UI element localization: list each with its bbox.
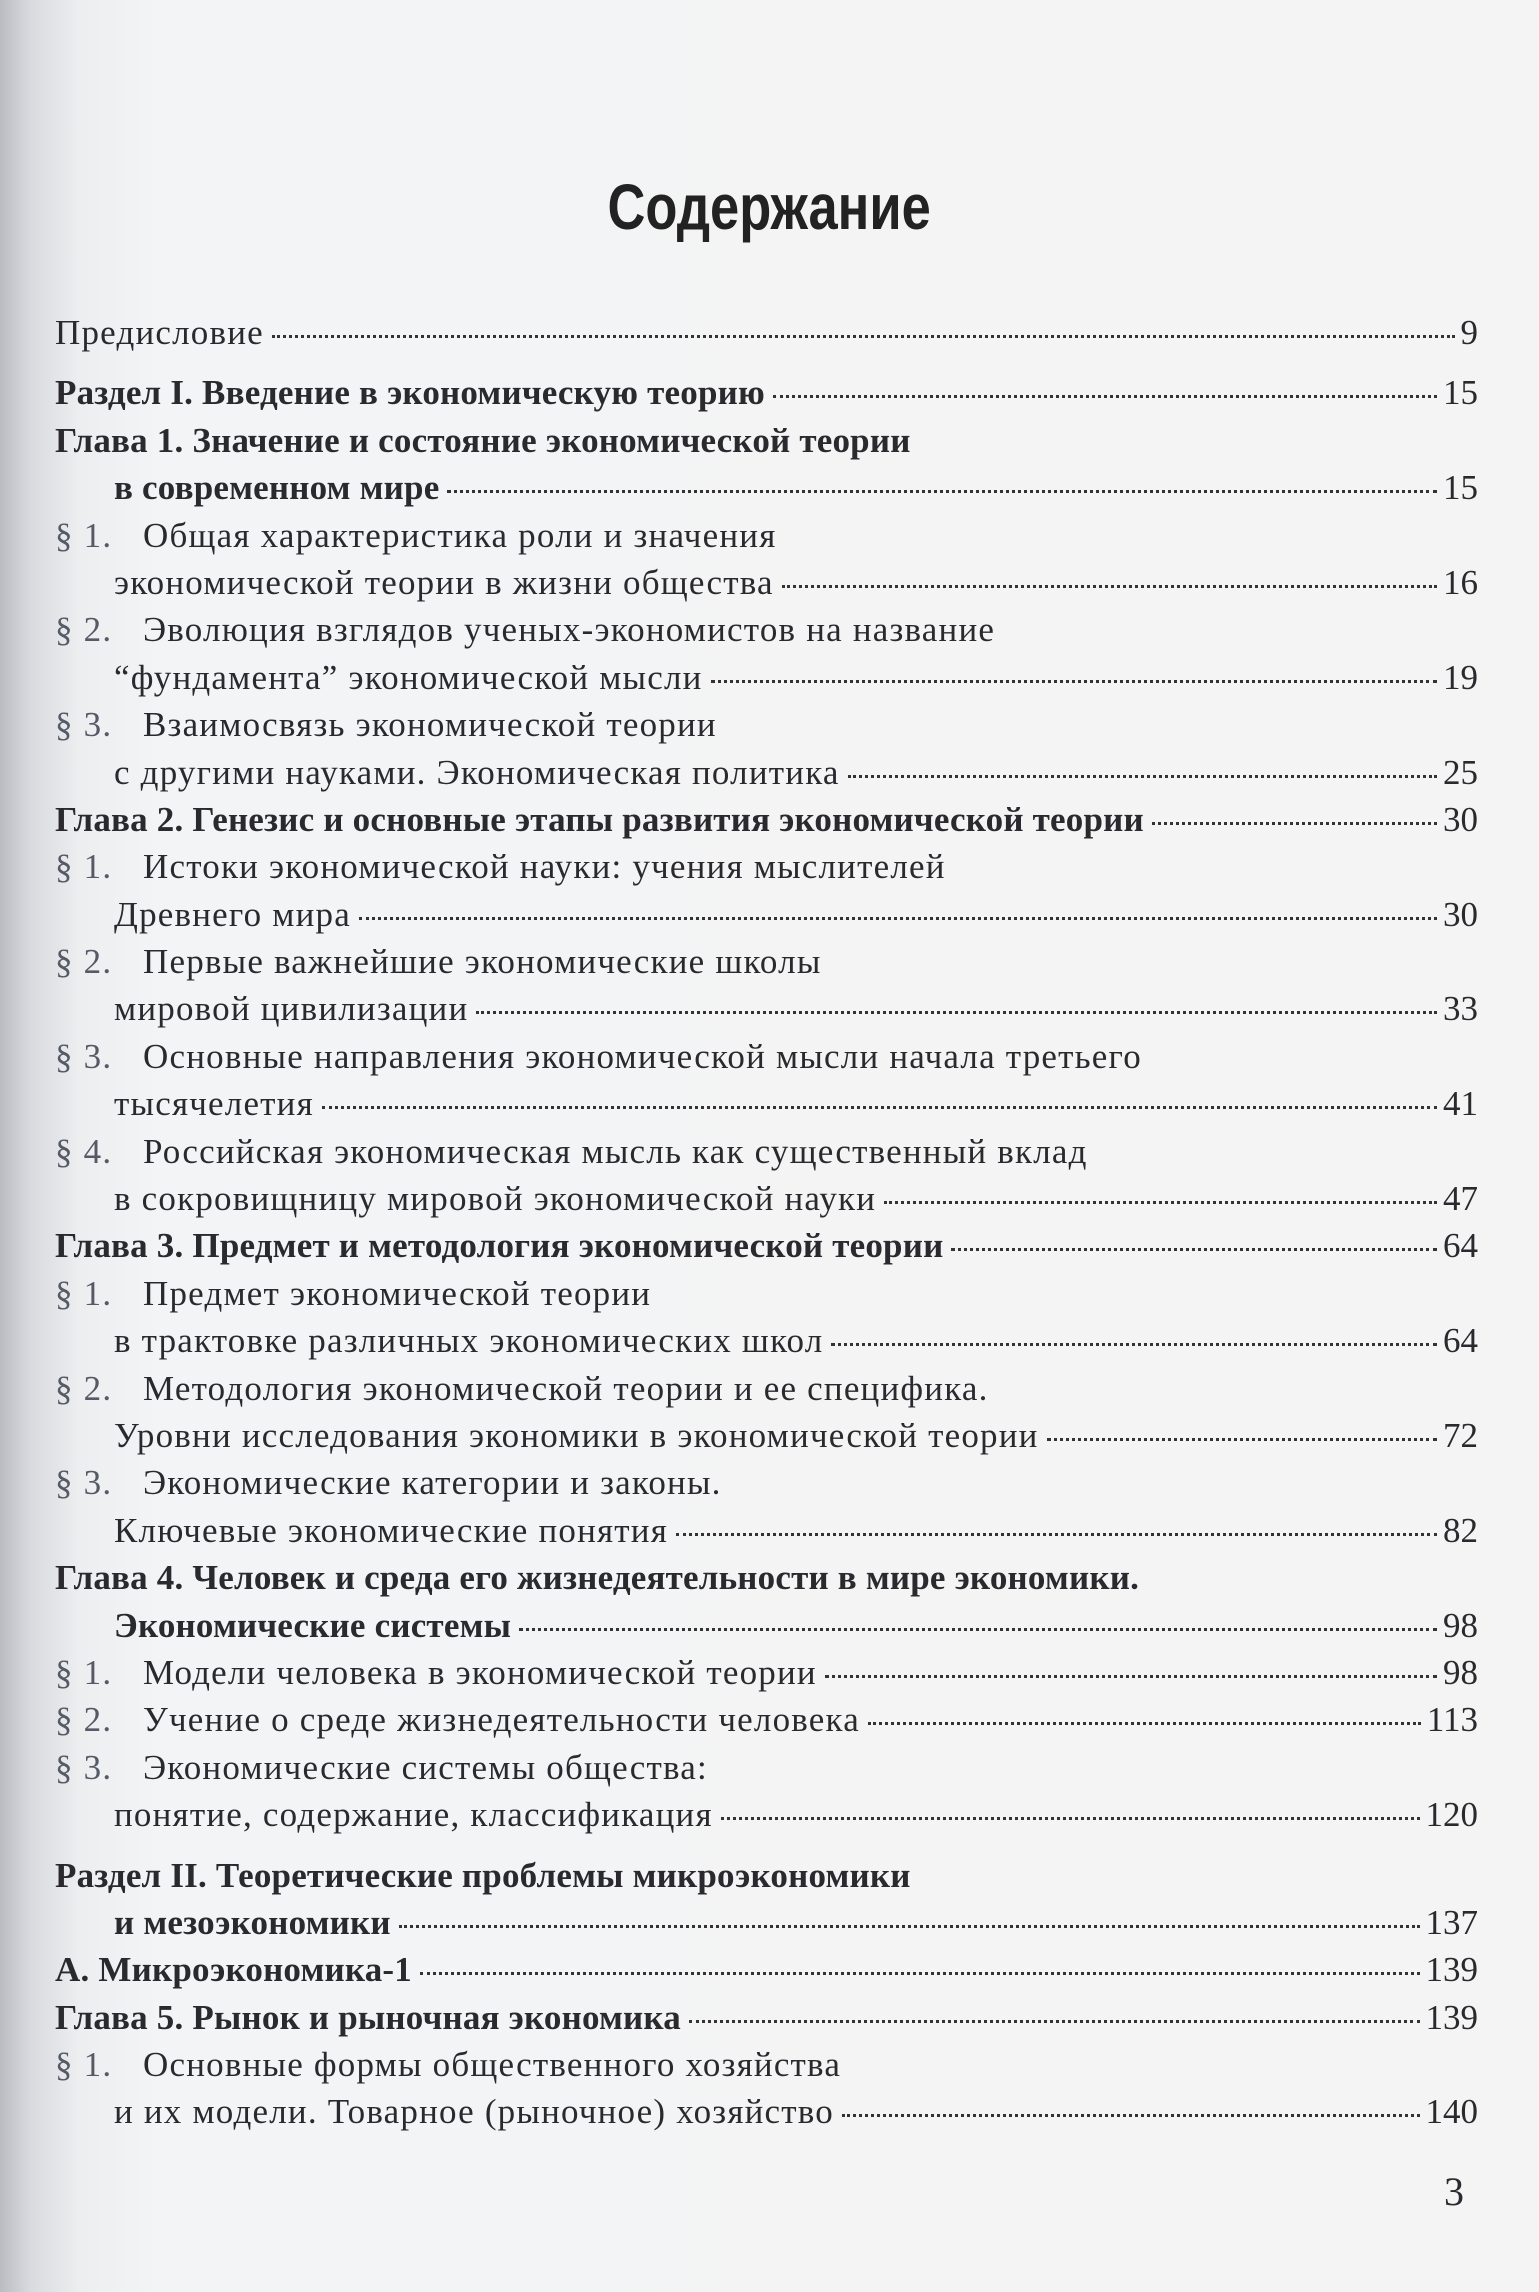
section-marker: § 1. (55, 1652, 113, 1692)
toc-text: Глава 4. Человек и среда его жизнедеятельности в мире экономики. (55, 1558, 1140, 1598)
toc-text: тысячелетия (114, 1084, 314, 1124)
dot-leader (951, 1248, 1437, 1251)
toc-line (55, 654, 1478, 701)
toc-line (55, 843, 1478, 890)
section-marker: § 4. (55, 1131, 113, 1171)
dot-leader (359, 917, 1437, 920)
toc-text: Предмет экономической теории (143, 1273, 652, 1313)
toc-line (55, 1852, 1478, 1899)
toc-entry[interactable] (55, 843, 1478, 938)
dot-leader (689, 2020, 1420, 2023)
dot-leader (420, 1972, 1420, 1975)
toc-text: в трактовке различных экономических школ (114, 1321, 824, 1361)
toc-entry[interactable] (55, 2041, 1478, 2136)
toc-text: Уровни исследования экономики в экономической теории (114, 1415, 1039, 1455)
dot-leader (476, 1011, 1437, 1014)
dot-leader (842, 2114, 1420, 2117)
toc-line (55, 985, 1478, 1032)
toc-page-number: 41 (1443, 1084, 1478, 1124)
toc-text: Глава 5. Рынок и рыночная экономика (55, 1997, 681, 2037)
dot-leader (773, 395, 1437, 398)
toc-page-number: 82 (1443, 1510, 1478, 1550)
toc-entry[interactable] (55, 417, 1478, 512)
toc-text: Глава 3. Предмет и методология экономической теории (55, 1226, 944, 1266)
dot-leader (322, 1106, 1437, 1109)
toc-line (55, 1222, 1478, 1269)
toc-line (55, 2041, 1478, 2088)
toc-page-number: 64 (1443, 1226, 1478, 1266)
toc-entry[interactable] (55, 1128, 1478, 1223)
section-marker: § 3. (55, 1747, 113, 1787)
toc-line (55, 701, 1478, 748)
toc-entry[interactable] (55, 606, 1478, 701)
toc-text: Экономические системы (114, 1605, 512, 1645)
toc-entry[interactable] (55, 1554, 1478, 1649)
toc-line (55, 749, 1478, 796)
dot-leader (721, 1817, 1420, 1820)
toc-text: Учение о среде жизнедеятельности человека (143, 1700, 860, 1740)
toc-line (55, 796, 1478, 843)
section-marker: § 2. (55, 1700, 113, 1740)
toc-line (55, 1459, 1478, 1506)
toc-text: Древнего мира (114, 894, 351, 934)
toc-text: Ключевые экономические понятия (114, 1510, 669, 1550)
toc-entry[interactable] (55, 1365, 1478, 1460)
toc-line (55, 512, 1478, 559)
toc-line (55, 1175, 1478, 1222)
dot-leader (831, 1343, 1437, 1346)
toc-page-number: 64 (1443, 1321, 1478, 1361)
toc-text: мировой цивилизации (114, 989, 469, 1029)
toc-text: экономической теории в жизни общества (114, 562, 774, 602)
toc-line (55, 938, 1478, 985)
dot-leader (711, 680, 1437, 683)
toc-page-number: 19 (1443, 657, 1478, 697)
toc-entry[interactable] (55, 369, 1478, 416)
toc-text: Раздел I. Введение в экономическую теорию (55, 373, 765, 413)
toc-page-number: 33 (1443, 989, 1478, 1029)
toc-page-number: 139 (1425, 1950, 1478, 1990)
toc-line (55, 1744, 1478, 1791)
toc-entry[interactable] (55, 1033, 1478, 1128)
toc-page-number: 72 (1443, 1415, 1478, 1455)
section-marker: § 3. (55, 705, 113, 745)
section-marker: § 1. (55, 515, 113, 555)
section-marker: § 3. (55, 1036, 113, 1076)
toc-text: Российская экономическая мысль как существенный вклад (143, 1131, 1088, 1171)
toc-line (55, 1270, 1478, 1317)
toc-text: Модели человека в экономической теории (143, 1652, 817, 1692)
toc-line (55, 1128, 1478, 1175)
dot-leader (782, 585, 1437, 588)
toc-entry[interactable] (55, 938, 1478, 1033)
toc-entry[interactable] (55, 796, 1478, 843)
dot-leader (272, 335, 1455, 338)
toc-text: Первые важнейшие экономические школы (143, 942, 822, 982)
toc-text: Глава 2. Генезис и основные этапы развития экономической теории (55, 799, 1144, 839)
toc-text: Общая характеристика роли и значения (143, 515, 777, 555)
toc-page-number: 140 (1425, 2092, 1478, 2132)
toc-page-number: 15 (1443, 468, 1478, 508)
dot-leader (848, 775, 1437, 778)
toc-entry[interactable] (55, 1852, 1478, 1947)
dot-leader (868, 1722, 1421, 1725)
toc-page-number: 9 (1460, 313, 1478, 352)
toc-line (55, 1649, 1478, 1696)
section-marker: § 1. (55, 1273, 113, 1313)
section-marker: § 3. (55, 1463, 113, 1503)
toc-line (55, 1365, 1478, 1412)
toc-text: Методология экономической теории и ее специфика. (143, 1368, 989, 1408)
dot-leader (825, 1675, 1437, 1678)
toc-text: и мезоэкономики (114, 1902, 391, 1942)
dot-leader (1152, 822, 1437, 825)
page-title: Содержание (607, 171, 932, 243)
toc-text: Раздел II. Теоретические проблемы микроэкономики (55, 1855, 911, 1895)
section-marker: § 2. (55, 1368, 113, 1408)
table-of-contents (55, 309, 1478, 2136)
toc-entry[interactable] (55, 1270, 1478, 1365)
toc-page-number: 98 (1443, 1605, 1478, 1645)
toc-line (55, 1033, 1478, 1080)
section-marker: § 2. (55, 610, 113, 650)
toc-entry[interactable] (55, 1994, 1478, 2041)
toc-entry[interactable] (55, 309, 1478, 356)
section-marker: § 2. (55, 942, 113, 982)
toc-page-number: 30 (1443, 799, 1478, 839)
toc-text: Взаимосвязь экономической теории (143, 705, 717, 745)
toc-text: Экономические системы общества: (143, 1747, 708, 1787)
toc-text: Основные направления экономической мысли начала третьего (143, 1036, 1142, 1076)
toc-line (55, 1412, 1478, 1459)
toc-entry[interactable] (55, 1649, 1478, 1696)
toc-line (55, 1696, 1478, 1743)
dot-leader (1047, 1438, 1437, 1441)
toc-page-number: 30 (1443, 894, 1478, 934)
toc-page-number: 98 (1443, 1652, 1478, 1692)
toc-text: А. Микроэкономика-1 (55, 1950, 412, 1990)
dot-leader (676, 1533, 1437, 1536)
toc-entry[interactable] (55, 1946, 1478, 1993)
toc-text: с другими науками. Экономическая политика (114, 752, 840, 792)
toc-entry[interactable] (55, 512, 1478, 607)
toc-line (55, 1554, 1478, 1601)
toc-page-number: 25 (1443, 752, 1478, 792)
toc-line (55, 1899, 1478, 1946)
toc-line (55, 1317, 1478, 1364)
toc-line (55, 464, 1478, 511)
dot-leader (399, 1925, 1420, 1928)
toc-text: Глава 1. Значение и состояние экономической теории (55, 420, 911, 460)
dot-leader (447, 490, 1437, 493)
toc-line (55, 1507, 1478, 1554)
toc-line (55, 369, 1478, 416)
toc-text: Основные формы общественного хозяйства (143, 2045, 842, 2085)
toc-page-number: 137 (1425, 1902, 1478, 1942)
toc-line (55, 417, 1478, 464)
toc-text: Истоки экономической науки: учения мыслителей (143, 847, 946, 887)
toc-text: и их модели. Товарное (рыночное) хозяйство (114, 2092, 834, 2132)
toc-text: понятие, содержание, классификация (114, 1795, 713, 1835)
toc-entry[interactable] (55, 1222, 1478, 1269)
section-marker: § 1. (55, 847, 113, 887)
toc-line (55, 1602, 1478, 1649)
dot-leader (884, 1201, 1437, 1204)
toc-text: в современном мире (114, 468, 440, 508)
toc-page-number: 113 (1426, 1700, 1478, 1740)
toc-page-number: 15 (1443, 373, 1478, 413)
toc-line (55, 1791, 1478, 1838)
toc-line (55, 559, 1478, 606)
section-marker: § 1. (55, 2045, 113, 2085)
toc-text: в сокровищницу мировой экономической науки (114, 1179, 877, 1219)
toc-line (55, 1080, 1478, 1127)
toc-line (55, 309, 1478, 356)
toc-line (55, 1994, 1478, 2041)
dot-leader (519, 1628, 1437, 1631)
page-number: 3 (1444, 2169, 1464, 2214)
toc-entry[interactable] (55, 1459, 1478, 1554)
toc-text: “фундамента” экономической мысли (114, 657, 703, 697)
toc-text: Эволюция взглядов ученых-экономистов на название (143, 610, 996, 650)
toc-line (55, 1946, 1478, 1993)
toc-line (55, 2088, 1478, 2135)
toc-page-number: 47 (1443, 1179, 1478, 1219)
toc-text: Экономические категории и законы. (143, 1463, 722, 1503)
toc-page-number: 16 (1443, 562, 1478, 602)
toc-entry[interactable] (55, 1744, 1478, 1839)
toc-line (55, 606, 1478, 653)
toc-entry[interactable] (55, 1696, 1478, 1743)
toc-text: Предисловие (55, 313, 264, 352)
toc-page-number: 139 (1425, 1997, 1478, 2037)
toc-page-number: 120 (1425, 1795, 1478, 1835)
toc-entry[interactable] (55, 701, 1478, 796)
toc-line (55, 891, 1478, 938)
